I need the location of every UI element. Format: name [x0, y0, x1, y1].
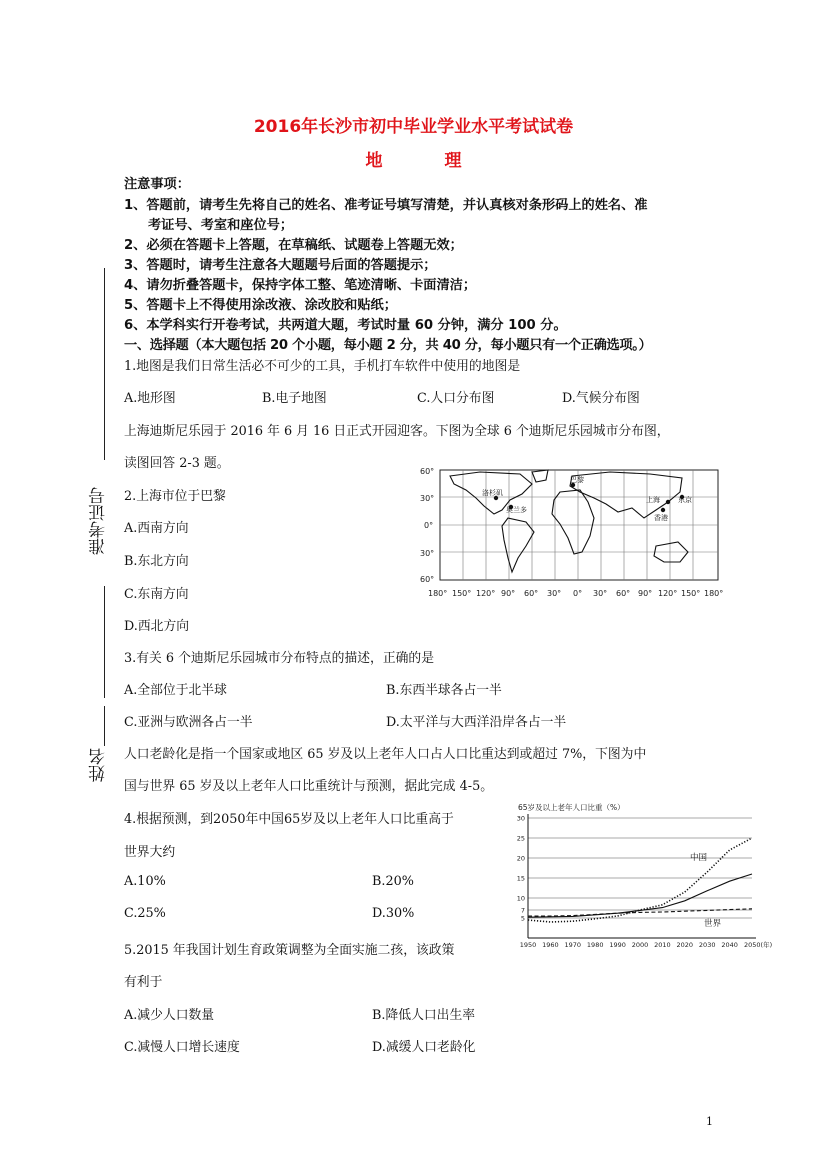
side-line-middle [104, 586, 105, 698]
chart-x-tick-label: 1990 [609, 941, 626, 949]
chart-x-tick-label: 2040 [721, 941, 738, 949]
chart-x-tick-label: 1980 [586, 941, 604, 949]
map-lon-label: 30° [593, 589, 608, 598]
question-4-stem: 4.根据预测，到2050年中国65岁及以上老年人口比重高于 [124, 812, 454, 827]
map-city-label: 巴黎 [570, 476, 584, 484]
map-lon-label: 60° [524, 589, 539, 598]
question-2-option-d: D.西北方向 [124, 619, 190, 634]
page-number: 1 [706, 1115, 713, 1128]
question-2-option-b: B.东北方向 [124, 554, 189, 569]
map-lon-label: 30° [547, 589, 562, 598]
question-4-option-d: D.30% [372, 906, 415, 921]
question-5-stem: 5.2015 年我国计划生育政策调整为全面实施二孩，该政策 [124, 943, 455, 958]
side-line-top [104, 268, 105, 460]
question-1-option-d: D.气候分布图 [562, 391, 640, 406]
question-1-stem: 1.地图是我们日常生活必不可少的工具，手机打车软件中使用的地图是 [124, 359, 521, 374]
chart-y-tick-label: 10 [516, 894, 525, 903]
chart-y-tick-label: 7 [520, 906, 525, 915]
question-3-option-b: B.东西半球各占一半 [386, 683, 502, 698]
question-4-option-a: A.10% [124, 874, 166, 889]
map-lat-label: 0° [424, 521, 434, 530]
map-city-label: 洛杉矶 [482, 489, 503, 497]
map-lon-label: 120° [476, 589, 496, 598]
question-5-option-b: B.降低人口出生率 [372, 1008, 476, 1023]
map-lon-label: 180° [704, 589, 724, 598]
map-lon-label: 180° [428, 589, 448, 598]
chart-x-tick-label: 1960 [542, 941, 559, 949]
chart-x-tick-label: 2030 [698, 941, 716, 949]
chart-y-tick-label: 25 [516, 834, 525, 843]
question-3-option-a: A.全部位于北半球 [124, 683, 227, 698]
map-lat-label: 60° [420, 575, 435, 584]
question-2-stem: 2.上海市位于巴黎 [124, 489, 226, 504]
chart-x-tick-label: 2020 [676, 941, 694, 949]
intro-2-3-line: 上海迪斯尼乐园于 2016 年 6 月 16 日正式开园迎客。下图为全球 6 个迪斯尼乐园城市分布图， [124, 424, 670, 439]
question-4-stem: 世界大约 [124, 845, 176, 860]
section-heading: 一、选择题（本大题包括 20 个小题，每小题 2 分，共 40 分，每小题只有一个正确选项。） [124, 338, 652, 353]
map-lon-label: 0° [573, 589, 583, 598]
question-1-option-c: C.人口分布图 [417, 391, 495, 406]
map-lat-label: 30° [420, 549, 435, 558]
notice-item: 5、答题卡上不得使用涂改液、涂改胶和贴纸； [124, 298, 397, 313]
chart-series-label-china: 中国 [690, 853, 708, 863]
map-lon-label: 60° [616, 589, 631, 598]
question-1-option-b: B.电子地图 [262, 391, 327, 406]
question-4-option-b: B.20% [372, 874, 414, 889]
question-3-stem: 3.有关 6 个迪斯尼乐园城市分布特点的描述，正确的是 [124, 651, 435, 666]
side-line-lower [104, 706, 105, 746]
map-city-label: 东京 [678, 496, 692, 504]
chart-y-tick-label: 15 [516, 874, 525, 883]
question-2-option-a: A.西南方向 [124, 521, 189, 536]
question-5-option-d: D.减缓人口老龄化 [372, 1040, 476, 1055]
map-lat-label: 30° [420, 494, 435, 503]
chart-y-tick-label: 20 [516, 854, 525, 863]
intro-4-5-line: 国与世界 65 岁及以上老年人口比重统计与预测，据此完成 4-5。 [124, 779, 494, 794]
map-lon-label: 90° [501, 589, 516, 598]
notice-item: 6、本学科实行开卷考试，共两道大题，考试时量 60 分钟，满分 100 分。 [124, 318, 567, 333]
aging-line-chart [510, 800, 790, 958]
chart-series-line-1 [528, 838, 752, 922]
chart-x-tick-label: 2000 [631, 941, 649, 949]
question-5-option-c: C.减慢人口增长速度 [124, 1040, 240, 1055]
intro-2-3-line: 读图回答 2-3 题。 [124, 456, 230, 471]
map-lat-label: 60° [420, 467, 435, 476]
map-lon-label: 90° [638, 589, 653, 598]
chart-x-tick-label: 1950 [519, 941, 537, 949]
disney-world-map [410, 462, 730, 610]
notice-item: 考证号、考室和座位号； [148, 218, 294, 233]
paper-title: 2016年长沙市初中毕业学业水平考试试卷 [253, 117, 574, 137]
notice-item: 3、答题时，请考生注意各大题题号后面的答题提示； [124, 258, 437, 273]
chart-x-tick-label: 1970 [564, 941, 582, 949]
intro-4-5-line: 人口老龄化是指一个国家或地区 65 岁及以上老年人口占人口比重达到或超过 7%，下图为中 [124, 747, 647, 762]
notice-item: 4、请勿折叠答题卡，保持字体工整、笔迹清晰、卡面清洁； [124, 278, 477, 293]
chart-y-tick-label: 5 [520, 914, 525, 923]
side-label-exam-id: 准考证号 [89, 487, 109, 555]
chart-y-tick-label: 30 [516, 814, 525, 823]
map-city-label: 奥兰多 [506, 506, 527, 514]
question-1-option-a: A.地形图 [124, 391, 176, 406]
side-label-name: 姓名 [89, 748, 109, 782]
question-3-option-c: C.亚洲与欧洲各占一半 [124, 715, 253, 730]
notice-heading: 注意事项： [124, 177, 190, 192]
chart-title: 65岁及以上老年人口比重（%） [518, 803, 625, 812]
notice-item: 2、必须在答题卡上答题，在草稿纸、试题卷上答题无效； [124, 238, 463, 253]
chart-series-label-world: 世界 [704, 919, 722, 929]
question-5-stem: 有利于 [124, 975, 163, 990]
chart-x-tick-label: 2010 [654, 941, 671, 949]
question-2-option-c: C.东南方向 [124, 587, 189, 602]
question-3-option-d: D.太平洋与大西洋沿岸各占一半 [386, 715, 567, 730]
subject-title: 地 理 [365, 151, 490, 171]
notice-item: 1、答题前，请考生先将自己的姓名、准考证号填写清楚，并认真核对条形码上的姓名、准 [124, 198, 648, 213]
question-4-option-c: C.25% [124, 906, 166, 921]
map-city-label: 上海 [646, 496, 660, 504]
question-5-option-a: A.减少人口数量 [124, 1008, 215, 1023]
chart-x-tick-label: 2050(年) [744, 941, 773, 949]
map-lon-label: 150° [681, 589, 701, 598]
map-lon-label: 120° [658, 589, 678, 598]
map-city-label: 香港 [654, 514, 668, 522]
chart-series-line-2 [528, 874, 752, 917]
map-lon-label: 150° [452, 589, 472, 598]
